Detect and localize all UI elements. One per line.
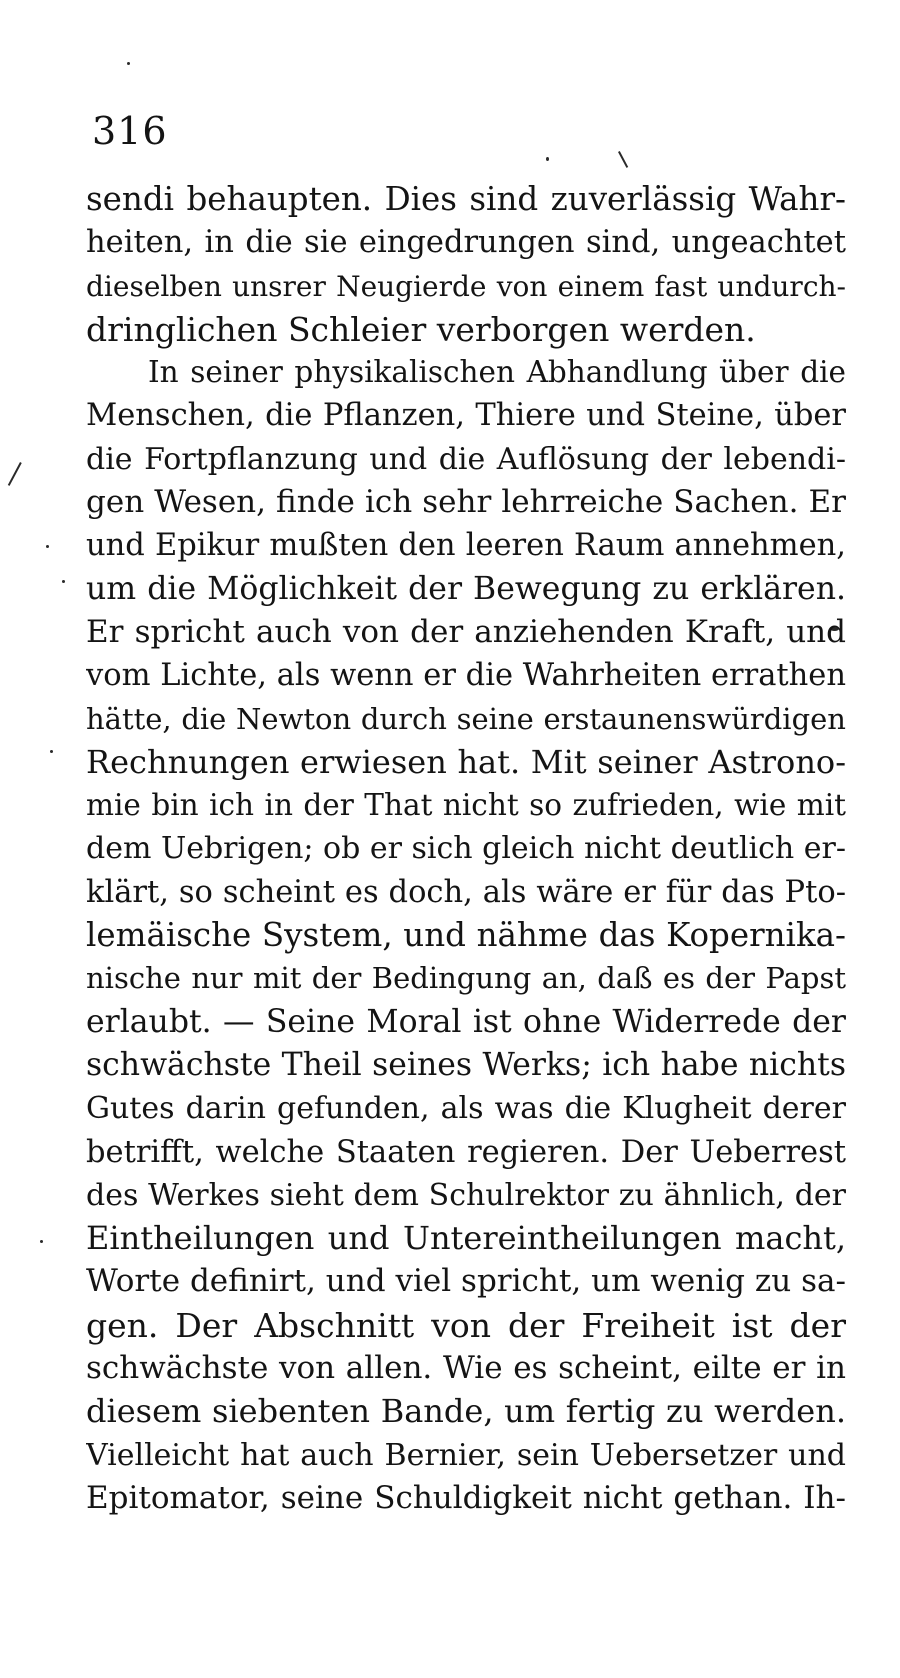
body-text xyxy=(86,178,846,1520)
page-number: 316 xyxy=(92,109,168,153)
scan-speck xyxy=(62,580,65,583)
text-line: heiten, in die sie eingedrungen sind, ungeachtet xyxy=(86,225,846,261)
text-line: Vielleicht hat auch Bernier, sein Uebersetzer und xyxy=(86,1437,846,1473)
scan-speck xyxy=(50,750,53,753)
text-line: hätte, die Newton durch seine erstaunenswürdigen xyxy=(86,701,846,736)
text-line: gen. Der Abschnitt von der Freiheit ist der xyxy=(86,1305,846,1345)
scan-mark xyxy=(618,151,628,168)
text-line: erlaubt. — Seine Moral ist ohne Widerrede der xyxy=(86,1003,846,1040)
text-line: diesem siebenten Bande, um fertig zu werden. xyxy=(86,1392,846,1431)
text-line: Epitomator, seine Schuldigkeit nicht gethan. Ih- xyxy=(86,1479,846,1516)
text-line: lemäische System, und nähme das Kopernika- xyxy=(86,916,846,955)
text-line: Er spricht auch von der anziehenden Kraft, und xyxy=(86,613,846,650)
text-line: Rechnungen erwiesen hat. Mit seiner Astrono- xyxy=(86,742,846,781)
text-line: Menschen, die Pflanzen, Thiere und Steine, über xyxy=(86,398,846,434)
text-line: schwächste von allen. Wie es scheint, eilte er in xyxy=(86,1350,846,1387)
text-line: um die Möglichkeit der Bewegung zu erklären. xyxy=(86,570,846,607)
text-line: dem Uebrigen; ob er sich gleich nicht deutlich er- xyxy=(86,831,846,867)
text-line: dringlichen Schleier verborgen werden. xyxy=(86,309,756,349)
text-line: vom Lichte, als wenn er die Wahrheiten errathen xyxy=(86,658,846,694)
text-line: betrifft, welche Staaten regieren. Der Ueberrest xyxy=(86,1134,846,1170)
text-line: dieselben unsrer Neugierde von einem fast undurch- xyxy=(86,269,846,303)
text-line: klärt, so scheint es doch, als wäre er für das Pto- xyxy=(86,874,846,910)
scan-speck xyxy=(546,157,549,161)
scan-speck xyxy=(127,62,130,65)
text-line: Worte definirt, und viel spricht, um wenig zu sa- xyxy=(86,1263,846,1300)
text-line: mie bin ich in der That nicht so zufrieden, wie mit xyxy=(86,788,846,823)
text-line: und Epikur mußten den leeren Raum annehmen, xyxy=(86,528,846,564)
text-line: sendi behaupten. Dies sind zuverlässig Wahr- xyxy=(86,180,846,218)
scan-speck xyxy=(40,1240,43,1243)
text-line: schwächste Theil seines Werks; ich habe nichts xyxy=(86,1046,846,1083)
text-line: Eintheilungen und Untereintheilungen macht, xyxy=(86,1219,846,1258)
scan-mark xyxy=(8,462,22,486)
scan-speck xyxy=(46,545,49,548)
text-line: die Fortpflanzung und die Auflösung der lebendi- xyxy=(86,441,846,477)
text-line: nische nur mit der Bedingung an, daß es der Papst xyxy=(86,961,846,996)
text-line: Gutes darin gefunden, als was die Klugheit derer xyxy=(86,1091,846,1127)
text-line: des Werkes sieht dem Schulrektor zu ähnlich, der xyxy=(86,1177,846,1213)
paragraph-start-line: In seiner physikalischen Abhandlung über die xyxy=(148,355,846,390)
text-line: gen Wesen, finde ich sehr lehrreiche Sachen. Er xyxy=(86,484,846,521)
